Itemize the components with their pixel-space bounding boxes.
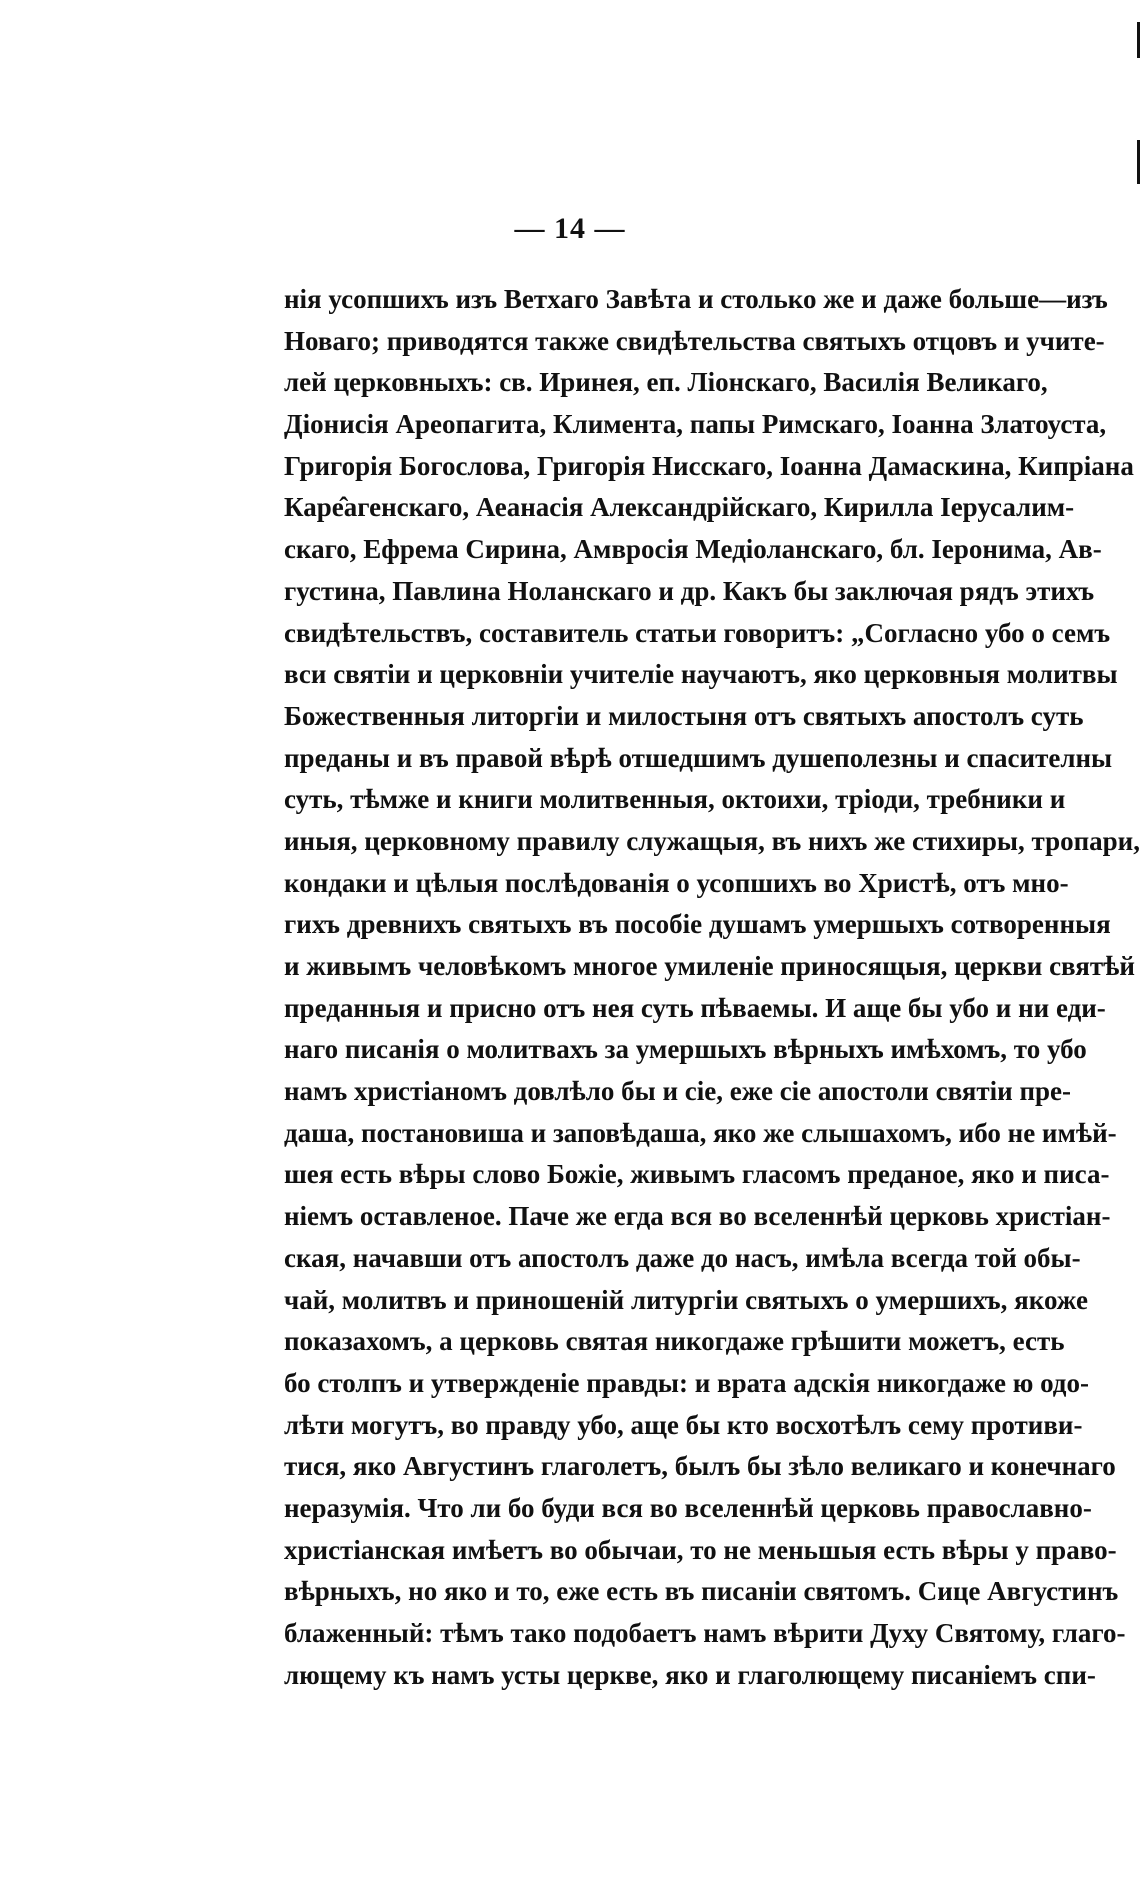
text-line: суть, тѣмже и книги молитвенныя, октоихи, тріоди, требники и (284, 784, 1066, 815)
text-line: Божественныя литоргіи и милостыня отъ святыхъ апостолъ суть (284, 700, 1084, 731)
page-number: — 14 — (514, 212, 626, 245)
text-line: христіанская имѣетъ во обычаи, то не меньшыя есть вѣры у право- (284, 1534, 1117, 1565)
text-line: ская, начавши отъ апостолъ даже до насъ, имѣла всегда той обы- (284, 1242, 1081, 1273)
text-line: густина, Павлина Ноланскаго и др. Какъ бы заключая рядъ этихъ (284, 575, 1095, 606)
text-line: вѣрныхъ, но яко и то, еже есть въ писаніи святомъ. Сице Августинъ (284, 1576, 1119, 1607)
text-line: неразумія. Что ли бо буди вся во вселеннѣй церковь православно- (284, 1492, 1092, 1523)
text-line: лей церковныхъ: св. Иринея, еп. Ліонскаго, Василія Великаго, (284, 367, 1048, 398)
text-line: бо столпъ и утвержденіе правды: и врата адскія никогдаже ю одо- (284, 1367, 1089, 1398)
text-line: намъ христіаномъ довлѣло бы и сіе, еже сіе апостоли святіи пре- (284, 1076, 1072, 1107)
text-line: Григорія Богослова, Григорія Нисскаго, Іоанна Дамаскина, Кипріана (284, 450, 1134, 481)
text-line: преданныя и присно отъ нея суть пѣваемы. И аще бы убо и ни еди- (284, 992, 1106, 1023)
text-line: иныя, церковному правилу служащыя, въ нихъ же стихиры, тропари, (284, 825, 1140, 856)
text-line: свидѣтельствъ, составитель статьи говоритъ: „Согласно убо о семъ (284, 617, 1111, 648)
body-text (284, 279, 1140, 1696)
text-line: и живымъ человѣкомъ многое умиленіе приносящыя, церкви святѣй (284, 951, 1135, 981)
text-line: Новаго; приводятся также свидѣтельства святыхъ отцовъ и учите- (284, 325, 1105, 356)
text-line: шея есть вѣры слово Божіе, живымъ гласомъ преданое, яко и писа- (284, 1159, 1110, 1190)
text-line: лѣти могутъ, во правду убо, аще бы кто восхотѣлъ сему противи- (284, 1409, 1083, 1440)
text-line: скаго, Ефрема Сирина, Амвросія Медіоланскаго, бл. Іеронима, Ав- (284, 534, 1102, 565)
text-line: нія усопшихъ изъ Ветхаго Завѣта и столько же и даже больше—изъ (284, 284, 1108, 314)
text-line: наго писанія о молитвахъ за умершыхъ вѣрныхъ имѣхомъ, то убо (284, 1034, 1087, 1065)
text-line: кондаки и цѣлыя послѣдованія о усопшихъ во Христѣ, отъ мно- (284, 867, 1069, 898)
text-line: тися, яко Августинъ глаголетъ, былъ бы зѣло великаго и конечнаго (284, 1451, 1116, 1482)
text-line: чай, молитвъ и приношеній литургіи святыхъ о умершихъ, якоже (284, 1284, 1088, 1315)
text-line: лющему къ намъ усты церкве, яко и глаголющему писаніемъ спи- (284, 1659, 1096, 1690)
text-line: показахомъ, а церковь святая никогдаже грѣшити можетъ, есть (284, 1326, 1065, 1357)
text-line: вси святіи и церковніи учителіе научаютъ, яко церковныя молитвы (284, 659, 1118, 690)
text-line: блаженный: тѣмъ тако подобаетъ намъ вѣрити Духу Святому, глаго- (284, 1618, 1126, 1648)
text-line: преданы и въ правой вѣрѣ отшедшимъ душеполезны и спасителны (284, 742, 1113, 773)
text-line: даша, постановиша и заповѣдаша, яко же слышахомъ, ибо не имѣй- (284, 1117, 1117, 1148)
text-line: Діонисія Ареопагита, Климента, папы Римскаго, Іоанна Златоуста, (284, 409, 1107, 440)
text-line: гихъ древнихъ святыхъ въ пособіе душамъ умершыхъ сотворенныя (284, 909, 1111, 940)
text-line: ніемъ оставленое. Паче же егда вся во вселеннѣй церковь христіан- (284, 1201, 1111, 1232)
text-line: Каре̂агенскаго, Аеанасія Александрійскаго, Кирилла Іерусалим- (284, 492, 1075, 523)
